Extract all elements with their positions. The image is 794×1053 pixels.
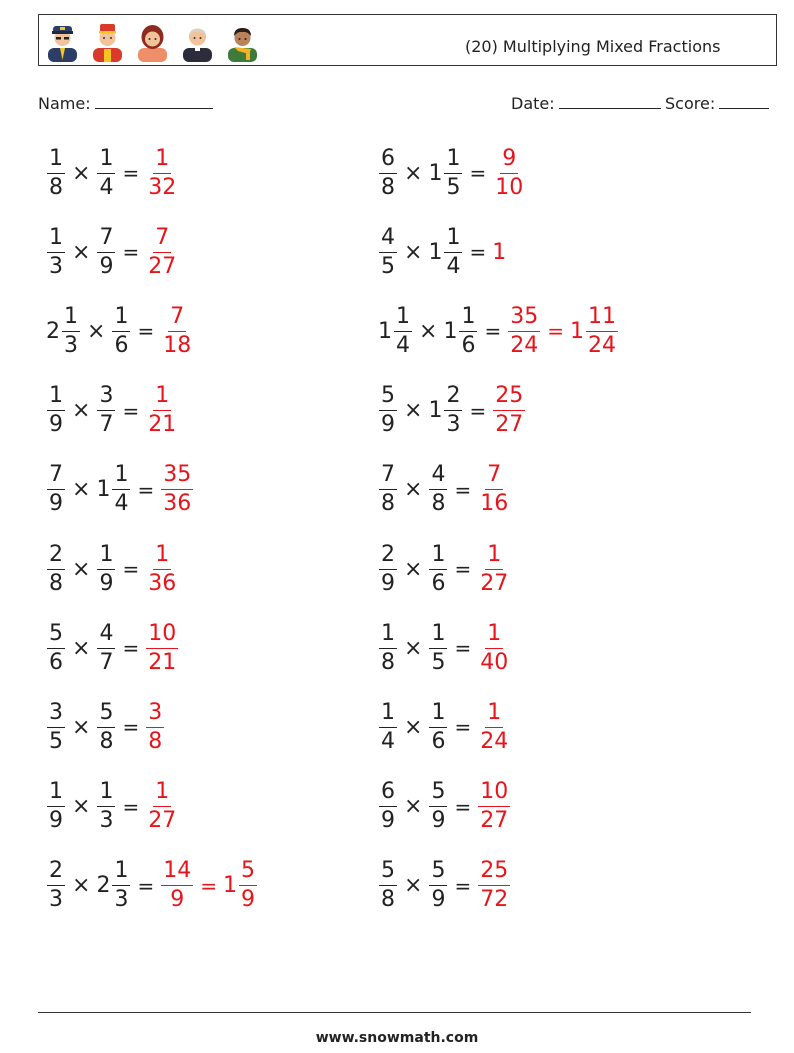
answer <box>160 464 194 515</box>
fraction <box>444 224 462 279</box>
denominator: 36 <box>163 491 192 517</box>
fraction <box>444 145 462 200</box>
numerator: 1 <box>112 860 130 886</box>
problem-item <box>46 296 194 366</box>
times-sign: × <box>404 635 423 661</box>
denominator: 9 <box>381 808 395 834</box>
fraction <box>97 620 115 675</box>
fraction <box>429 541 447 596</box>
fraction <box>47 464 65 515</box>
fraction <box>459 303 477 358</box>
denominator: 9 <box>49 491 63 517</box>
fraction <box>429 699 447 754</box>
numerator: 25 <box>478 860 510 886</box>
fraction <box>379 224 397 279</box>
fraction <box>379 385 397 436</box>
times-sign: × <box>419 318 438 344</box>
numerator: 5 <box>47 623 65 649</box>
numerator: 5 <box>429 781 447 807</box>
answer <box>145 224 179 279</box>
denominator: 8 <box>99 728 114 754</box>
numerator: 3 <box>47 702 65 728</box>
problem-item <box>378 376 526 446</box>
fraction <box>478 464 510 515</box>
date-label: Date: <box>511 94 555 113</box>
fraction <box>379 145 397 200</box>
numerator: 10 <box>478 781 510 807</box>
denominator: 9 <box>99 570 114 596</box>
denominator: 72 <box>480 887 509 913</box>
denominator: 6 <box>49 649 63 675</box>
times-sign: × <box>72 635 91 661</box>
answer <box>160 303 194 358</box>
fraction <box>429 860 447 911</box>
score-label: Score: <box>665 94 716 113</box>
numerator: 1 <box>153 544 171 570</box>
denominator: 6 <box>431 728 446 754</box>
problem-item <box>46 455 194 525</box>
name-blank <box>95 94 213 109</box>
times-sign: × <box>404 477 423 503</box>
answer <box>477 541 511 596</box>
denominator: 27 <box>480 808 509 834</box>
numerator: 9 <box>500 148 518 174</box>
equals-sign: = <box>469 398 487 423</box>
woman-avatar-icon <box>134 20 171 62</box>
numerator: 5 <box>97 702 115 728</box>
fraction <box>62 303 80 358</box>
denominator: 9 <box>49 808 63 834</box>
fraction <box>146 699 164 754</box>
problem-item <box>378 217 507 287</box>
denominator: 8 <box>381 649 395 675</box>
equals-sign: = <box>122 715 140 740</box>
equals-sign: = <box>137 477 155 502</box>
denominator: 4 <box>396 332 410 358</box>
numerator: 5 <box>379 860 397 886</box>
problem-item <box>46 851 258 921</box>
numerator: 5 <box>429 860 447 886</box>
fraction <box>112 464 130 515</box>
fraction <box>146 620 178 675</box>
denominator: 6 <box>431 570 446 596</box>
denominator: 9 <box>381 412 395 438</box>
denominator: 24 <box>587 332 616 358</box>
whole-number: 1 <box>96 477 111 503</box>
denominator: 5 <box>431 649 446 675</box>
score-blank <box>719 94 769 109</box>
answer <box>145 145 179 200</box>
fraction <box>379 699 397 754</box>
fraction <box>478 699 510 754</box>
times-sign: × <box>72 873 91 899</box>
name-field <box>38 94 213 113</box>
denominator: 24 <box>510 332 539 358</box>
fraction <box>97 224 115 279</box>
times-sign: × <box>404 714 423 740</box>
fraction <box>429 464 447 515</box>
answer <box>477 781 511 832</box>
whole-number: 1 <box>443 318 458 344</box>
numerator: 4 <box>379 227 397 253</box>
denominator: 8 <box>148 728 163 754</box>
problem-item <box>46 138 179 208</box>
fraction <box>146 224 178 279</box>
answer-equals-sign: = <box>200 873 217 898</box>
answer <box>145 699 165 754</box>
answer <box>477 620 511 675</box>
numerator: 1 <box>429 702 447 728</box>
fraction <box>493 145 525 200</box>
denominator: 9 <box>170 887 185 913</box>
numerator: 1 <box>153 148 171 174</box>
numerator: 35 <box>508 306 540 332</box>
denominator: 9 <box>431 887 446 913</box>
fraction <box>444 385 462 436</box>
numerator: 1 <box>47 781 65 807</box>
numerator: 5 <box>239 860 257 886</box>
whole-number: 1 <box>428 239 443 265</box>
fraction <box>429 781 447 832</box>
fraction <box>478 860 510 911</box>
whole-number: 1 <box>428 160 443 186</box>
denominator: 6 <box>461 332 476 358</box>
numerator: 1 <box>153 385 171 411</box>
answer <box>477 860 511 911</box>
problem-item <box>378 296 619 366</box>
times-sign: × <box>72 714 91 740</box>
avatar-row <box>44 20 261 62</box>
denominator: 3 <box>49 253 63 279</box>
footer-url: www.snowmath.com <box>315 1030 479 1046</box>
numerator: 2 <box>444 385 462 411</box>
equals-sign: = <box>469 240 487 265</box>
fraction <box>47 860 65 911</box>
numerator: 1 <box>62 306 80 332</box>
answer <box>477 699 511 754</box>
denominator: 8 <box>381 491 395 517</box>
problem-item <box>378 772 511 842</box>
times-sign: × <box>404 239 423 265</box>
fraction <box>161 860 193 911</box>
answer <box>492 385 526 436</box>
numerator: 2 <box>379 544 397 570</box>
worksheet-title: (20) Multiplying Mixed Fractions <box>465 37 721 56</box>
fraction <box>97 385 115 436</box>
fraction <box>478 541 510 596</box>
worksheet-header <box>38 14 777 66</box>
denominator: 4 <box>381 728 395 754</box>
answer <box>507 303 619 358</box>
fraction <box>47 385 65 436</box>
numerator: 7 <box>47 464 65 490</box>
denominator: 4 <box>114 491 129 517</box>
numerator: 1 <box>47 385 65 411</box>
fraction <box>112 303 130 358</box>
whole-number: 1 <box>378 318 392 344</box>
problem-item <box>46 772 179 842</box>
fraction <box>47 699 65 754</box>
numerator: 1 <box>97 781 115 807</box>
denominator: 9 <box>431 808 446 834</box>
equals-sign: = <box>469 161 487 185</box>
times-sign: × <box>404 794 423 820</box>
numerator: 1 <box>485 623 503 649</box>
equals-sign: = <box>137 319 155 344</box>
numerator: 1 <box>97 544 115 570</box>
fraction <box>97 699 115 754</box>
denominator: 27 <box>480 570 509 596</box>
fraction <box>47 781 65 832</box>
denominator: 10 <box>495 174 524 200</box>
fraction <box>379 781 397 832</box>
pilot-avatar-icon <box>44 20 81 62</box>
fraction <box>97 781 115 832</box>
numerator: 1 <box>153 781 171 807</box>
equals-sign: = <box>122 636 140 661</box>
numerator: 1 <box>394 306 412 332</box>
denominator: 3 <box>446 412 461 438</box>
equals-sign: = <box>122 794 140 819</box>
answer <box>145 541 179 596</box>
fraction <box>478 620 510 675</box>
denominator: 6 <box>114 332 129 358</box>
numerator: 1 <box>112 306 130 332</box>
numerator: 14 <box>161 860 193 886</box>
numerator: 1 <box>429 623 447 649</box>
denominator: 3 <box>114 887 129 913</box>
denominator: 21 <box>148 649 177 675</box>
numerator: 1 <box>459 306 477 332</box>
whole-number: 1 <box>569 318 584 344</box>
denominator: 5 <box>381 253 395 279</box>
answer <box>145 385 179 436</box>
fraction <box>379 541 397 596</box>
whole-number: 1 <box>222 873 237 899</box>
fraction <box>379 464 397 515</box>
numerator: 25 <box>493 385 525 411</box>
denominator: 8 <box>49 174 63 200</box>
denominator: 21 <box>148 412 177 438</box>
numerator: 1 <box>379 623 397 649</box>
numerator: 4 <box>429 464 447 490</box>
numerator: 6 <box>379 148 397 174</box>
numerator: 7 <box>485 464 503 490</box>
denominator: 8 <box>381 887 395 913</box>
answer <box>160 860 258 911</box>
fraction <box>47 224 65 279</box>
numerator: 2 <box>47 544 65 570</box>
denominator: 7 <box>99 412 114 438</box>
answer-equals-sign: = <box>547 319 564 344</box>
denominator: 40 <box>480 649 509 675</box>
equals-sign: = <box>454 873 472 898</box>
fraction <box>97 145 115 200</box>
numerator: 6 <box>379 781 397 807</box>
fraction <box>146 781 178 832</box>
fraction <box>97 541 115 596</box>
denominator: 8 <box>49 570 63 596</box>
numerator: 1 <box>485 544 503 570</box>
denominator: 3 <box>49 887 63 913</box>
fraction <box>478 781 510 832</box>
answer <box>477 464 511 515</box>
equals-sign: = <box>454 636 472 661</box>
denominator: 32 <box>148 174 177 200</box>
numerator: 11 <box>586 306 618 332</box>
times-sign: × <box>72 398 91 424</box>
numerator: 7 <box>97 227 115 253</box>
fraction <box>493 385 525 436</box>
denominator: 18 <box>163 332 192 358</box>
fraction <box>161 303 193 358</box>
date-field <box>511 94 661 113</box>
denominator: 4 <box>446 253 461 279</box>
denominator: 9 <box>49 412 63 438</box>
fraction <box>47 145 65 200</box>
denominator: 5 <box>446 174 461 200</box>
whole-number: 1 <box>492 239 507 265</box>
numerator: 7 <box>168 306 186 332</box>
problem-item <box>46 613 179 683</box>
name-label: Name: <box>38 94 91 113</box>
fraction <box>586 303 618 358</box>
numerator: 7 <box>379 464 397 490</box>
fraction <box>47 620 65 675</box>
times-sign: × <box>87 318 106 344</box>
times-sign: × <box>72 794 91 820</box>
fraction <box>394 303 412 358</box>
denominator: 9 <box>99 253 114 279</box>
fraction <box>146 385 178 436</box>
numerator: 10 <box>146 623 178 649</box>
answer <box>492 240 507 265</box>
denominator: 27 <box>148 253 177 279</box>
fraction <box>379 620 397 675</box>
student-avatar-icon <box>224 20 261 62</box>
fraction <box>146 145 178 200</box>
equals-sign: = <box>454 557 472 581</box>
problem-item <box>378 455 511 525</box>
denominator: 4 <box>99 174 114 200</box>
problem-item <box>46 534 179 604</box>
fraction <box>429 620 447 675</box>
numerator: 35 <box>161 464 193 490</box>
numerator: 7 <box>153 227 171 253</box>
whole-number: 2 <box>46 318 60 344</box>
denominator: 27 <box>495 412 524 438</box>
times-sign: × <box>404 160 423 186</box>
whole-number: 2 <box>96 873 111 899</box>
numerator: 1 <box>444 227 462 253</box>
fraction <box>239 860 257 911</box>
times-sign: × <box>72 556 91 582</box>
numerator: 3 <box>146 702 164 728</box>
denominator: 24 <box>480 728 509 754</box>
times-sign: × <box>72 239 91 265</box>
bellhop-avatar-icon <box>89 20 126 62</box>
numerator: 1 <box>444 148 462 174</box>
equals-sign: = <box>137 873 155 898</box>
answer <box>145 620 179 675</box>
answer <box>145 781 179 832</box>
denominator: 27 <box>148 808 177 834</box>
numerator: 2 <box>47 860 65 886</box>
numerator: 1 <box>112 464 130 490</box>
priest-avatar-icon <box>179 20 216 62</box>
numerator: 1 <box>485 702 503 728</box>
denominator: 8 <box>431 491 446 517</box>
times-sign: × <box>72 160 91 186</box>
denominator: 3 <box>64 332 78 358</box>
equals-sign: = <box>454 477 472 502</box>
problem-item <box>378 692 511 762</box>
numerator: 1 <box>429 544 447 570</box>
denominator: 16 <box>480 491 509 517</box>
times-sign: × <box>404 398 423 424</box>
denominator: 3 <box>99 808 114 834</box>
equals-sign: = <box>454 715 472 740</box>
equals-sign: = <box>122 398 140 423</box>
fraction <box>112 860 130 911</box>
fraction <box>379 860 397 911</box>
equals-sign: = <box>484 319 502 344</box>
problem-item <box>378 138 526 208</box>
numerator: 4 <box>97 623 115 649</box>
numerator: 3 <box>97 385 115 411</box>
numerator: 5 <box>379 385 397 411</box>
problem-item <box>378 534 511 604</box>
times-sign: × <box>72 477 91 503</box>
answer <box>492 145 526 200</box>
denominator: 5 <box>49 728 63 754</box>
denominator: 9 <box>381 570 395 596</box>
whole-number: 1 <box>428 398 443 424</box>
numerator: 1 <box>47 227 65 253</box>
equals-sign: = <box>122 161 140 185</box>
equals-sign: = <box>122 557 140 581</box>
problem-item <box>46 376 179 446</box>
fraction <box>161 464 193 515</box>
fraction <box>508 303 540 358</box>
equals-sign: = <box>122 240 140 265</box>
numerator: 1 <box>47 148 65 174</box>
problem-item <box>46 217 179 287</box>
times-sign: × <box>404 556 423 582</box>
problem-item <box>378 613 511 683</box>
denominator: 9 <box>240 887 255 913</box>
footer-divider <box>38 1012 751 1013</box>
numerator: 1 <box>97 148 115 174</box>
score-field <box>665 94 769 113</box>
denominator: 8 <box>381 174 395 200</box>
denominator: 7 <box>99 649 114 675</box>
problem-item <box>46 692 165 762</box>
denominator: 36 <box>148 570 177 596</box>
fraction <box>47 541 65 596</box>
times-sign: × <box>404 873 423 899</box>
equals-sign: = <box>454 794 472 819</box>
date-blank <box>559 94 661 109</box>
problem-item <box>378 851 511 921</box>
numerator: 1 <box>379 702 397 728</box>
fraction <box>146 541 178 596</box>
